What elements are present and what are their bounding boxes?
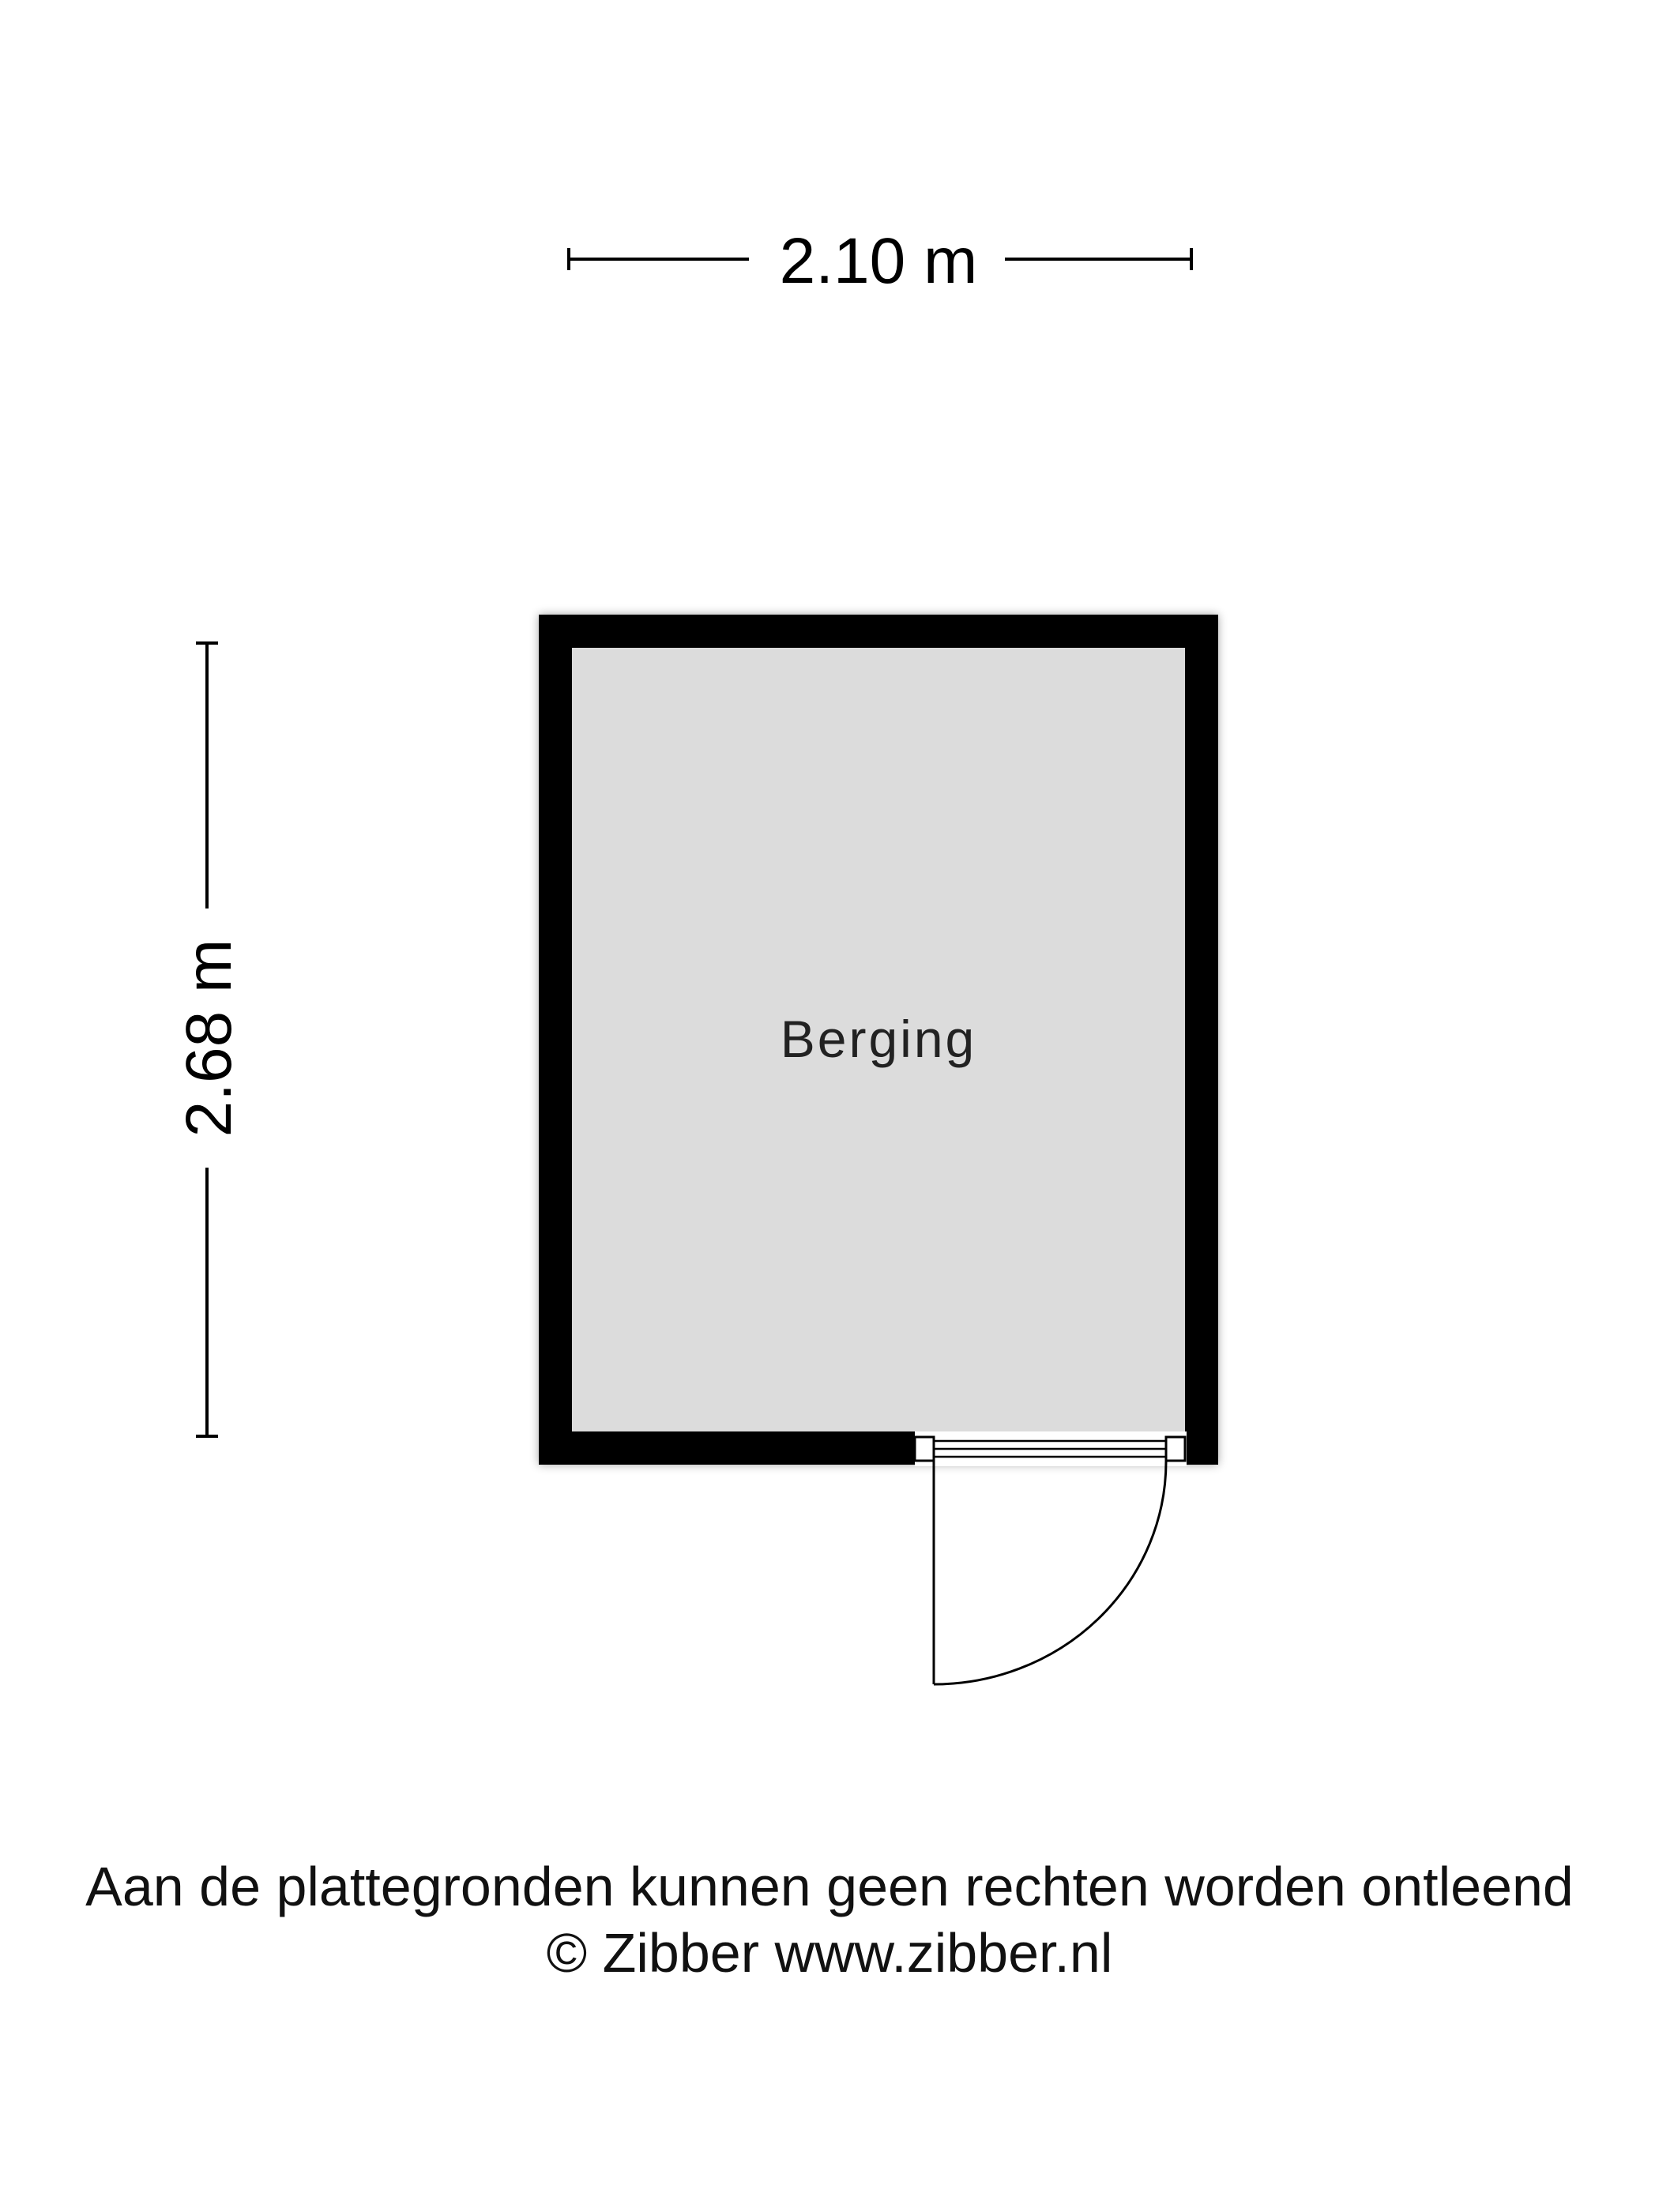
copyright-text: © Zibber www.zibber.nl [546,1922,1113,1984]
room-label: Berging [780,1010,977,1068]
door-swing-arc [934,1462,1166,1684]
height-dimension-label: 2.68 m [173,939,245,1138]
width-dimension-label: 2.10 m [779,225,978,297]
door-jamb-left [915,1437,934,1461]
disclaimer-text: Aan de plattegronden kunnen geen rechten worden ontleend [85,1856,1574,1917]
height-dimension [173,643,245,1436]
door-jamb-right [1166,1437,1185,1461]
width-dimension [569,225,1191,297]
room-berging [539,615,1218,1684]
